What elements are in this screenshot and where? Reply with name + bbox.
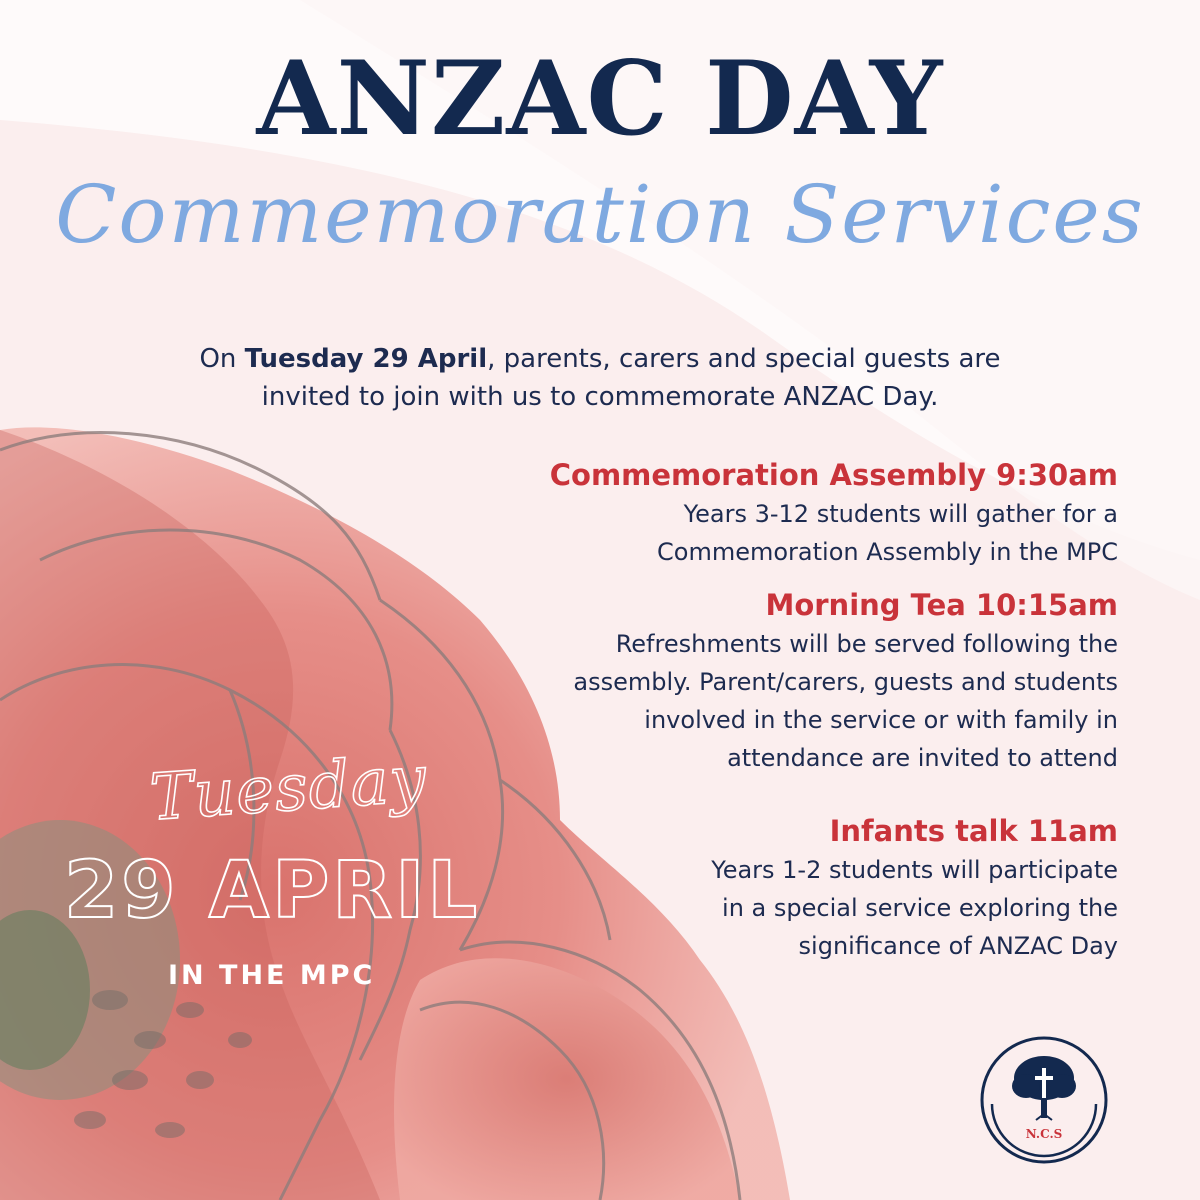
poster-title: ANZAC DAY <box>256 39 944 159</box>
intro-prefix: On <box>199 344 245 374</box>
event-description-line: in a special service exploring the <box>722 894 1118 922</box>
events-list <box>418 455 1118 979</box>
date-outline: 29 APRIL <box>64 846 481 936</box>
event-title: Infants talk 11am <box>829 814 1118 848</box>
logo-text: N.C.S <box>1025 1127 1063 1141</box>
event-description-line: involved in the service or with family in <box>644 706 1118 734</box>
event-title: Morning Tea 10:15am <box>765 588 1118 622</box>
date-location: IN THE MPC <box>168 960 376 991</box>
intro-line2: invited to join with us to commemorate ANZAC Day. <box>261 382 939 412</box>
event-description-line: Commemoration Assembly in the MPC <box>657 538 1118 566</box>
event-item <box>418 811 1118 965</box>
event-description-line: Refreshments will be served following the <box>615 630 1118 658</box>
date-day-script: Tuesday <box>147 742 430 836</box>
intro-text <box>100 340 1100 416</box>
school-logo <box>978 1034 1110 1166</box>
event-item <box>418 585 1118 777</box>
tree-cross-icon <box>1012 1056 1076 1120</box>
event-item <box>418 455 1118 571</box>
intro-line1-rest: , parents, carers and special guests are <box>487 344 1001 374</box>
event-title: Commemoration Assembly 9:30am <box>549 458 1118 492</box>
event-description-line: assembly. Parent/carers, guests and students <box>573 668 1118 696</box>
event-description-line: significance of ANZAC Day <box>798 932 1118 960</box>
event-description-line: Years 3-12 students will gather for a <box>683 500 1118 528</box>
event-description-line: attendance are invited to attend <box>727 744 1118 772</box>
event-description-line: Years 1-2 students will participate <box>711 856 1118 884</box>
poster-subtitle: Commemoration Services <box>55 168 1145 261</box>
intro-date-bold: Tuesday 29 April <box>244 344 488 374</box>
